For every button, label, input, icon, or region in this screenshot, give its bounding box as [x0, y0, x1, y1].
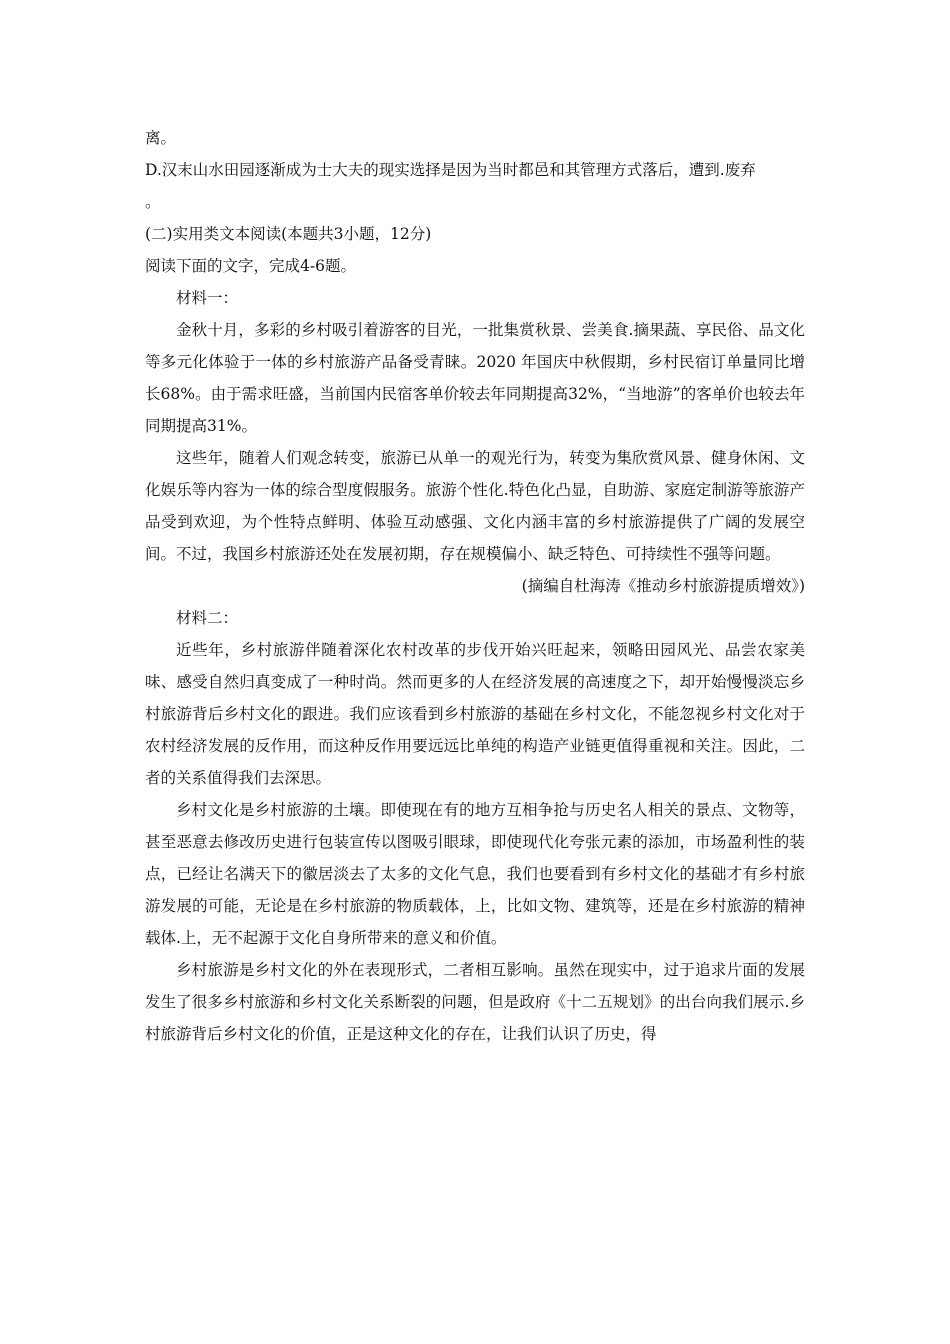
material-one-paragraph-2: 这些年，随着人们观念转变，旅游已从单一的观光行为，转变为集欣赏风景、健身休闲、文化娱乐等内容为一体的综合型度假服务。旅游个性化.特色化凸显，自助游、家庭定制游等旅游产品受到欢迎，为个性特点鲜明、体验互动感强、文化内涵丰富的乡村旅游提供了广阔的发展空间。不过，我国乡村旅游还处在发展初期，存在规模偏小、缺乏特色、可持续性不强等问题。: [145, 449, 805, 563]
option-d-end: 。: [145, 193, 161, 211]
material-two-label: 材料二：: [176, 609, 239, 627]
document-page: [145, 122, 805, 1050]
material-one-paragraph-1: 金秋十月，多彩的乡村吸引着游客的目光，一批集赏秋景、尝美食.摘果蔬、享民俗、品文化等多元化体验于一体的乡村旅游产品备受青睐。2020 年国庆中秋假期，乡村民宿订单量同比增长68%。由于需求旺盛，当前国内民宿客单价较去年同期提高32%，“当地游”的客单价也较去年同期提高31%。: [145, 321, 805, 435]
material-two-paragraph-2: 乡村文化是乡村旅游的土壤。即使现在有的地方互相争抢与历史名人相关的景点、文物等，甚至恶意去修改历史进行包装宣传以图吸引眼球，即使现代化夸张元素的添加，市场盈利性的装点，已经让名满天下的徽居淡去了太多的文化气息，我们也要看到有乡村文化的基础才有乡村旅游发展的可能，无论是在乡村旅游的物质载体，上，比如文物、建筑等，还是在乡村旅游的精神载体.上，无不起源于文化自身所带来的意义和价值。: [145, 801, 805, 947]
section-heading: (二)实用类文本阅读(本题共3小题，12分): [145, 225, 432, 243]
material-two-paragraph-1: 近些年，乡村旅游伴随着深化农村改革的步伐开始兴旺起来，领略田园风光、品尝农家美味、感受自然归真变成了一种时尚。然而更多的人在经济发展的高速度之下，却开始慢慢淡忘乡村旅游背后乡村文化的跟进。我们应该看到乡村旅游的基础在乡村文化，不能忽视乡村文化对于农村经济发展的反作用，而这种反作用要远远比单纯的构造产业链更值得重视和关注。因此，二者的关系值得我们去深思。: [145, 641, 805, 787]
material-one-label: 材料一：: [176, 289, 239, 307]
option-d: D.汉末山水田园逐渐成为士大夫的现实选择是因为当时都邑和其管理方式落后，遭到.废弃: [145, 161, 756, 179]
material-two-paragraph-3: 乡村旅游是乡村文化的外在表现形式，二者相互影响。虽然在现实中，过于追求片面的发展发生了很多乡村旅游和乡村文化关系断裂的问题，但是政府《十二五规划》的出台向我们展示.乡村旅游背后乡村文化的价值，正是这种文化的存在，让我们认识了历史，得: [145, 961, 805, 1043]
section-instruction: 阅读下面的文字，完成4-6题。: [145, 257, 356, 275]
prev-option-tail: 离。: [145, 129, 177, 147]
material-one-source: (摘编自杜海涛《推动乡村旅游提质增效》): [521, 577, 805, 595]
